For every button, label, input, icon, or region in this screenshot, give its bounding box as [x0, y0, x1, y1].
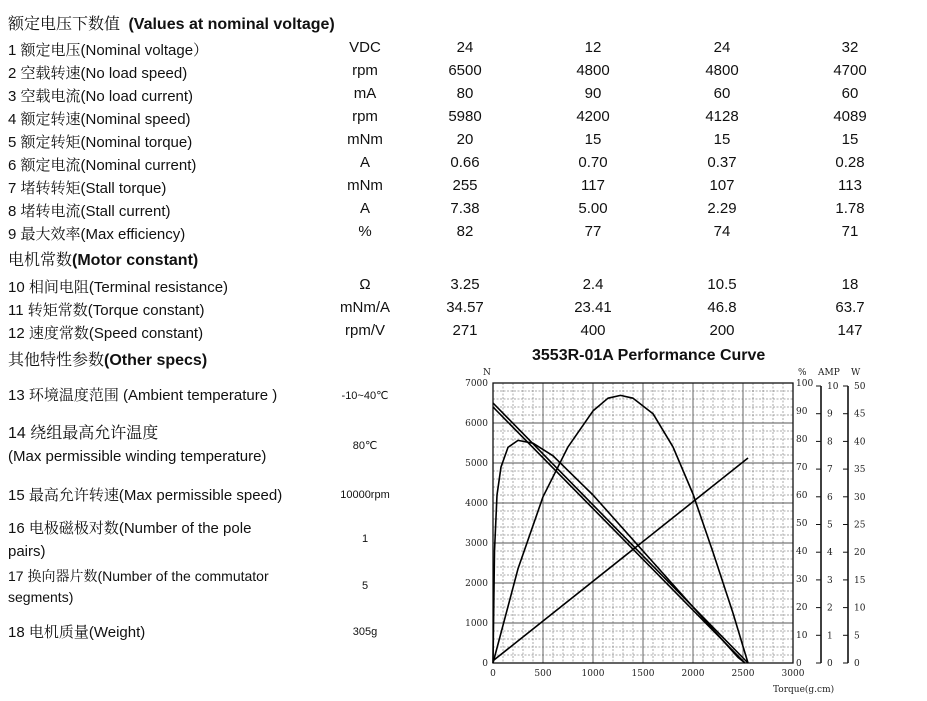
spec-winding-value: 80℃ [352, 440, 378, 452]
pct-tick-label: 50 [796, 519, 808, 529]
spec-ambient-label: 13 环境温度范围 (Ambient temperature ) [8, 387, 278, 404]
watt-tick-label: 20 [854, 548, 866, 559]
amp-tick-label: 6 [827, 492, 833, 503]
row-value-1: 6500 [448, 62, 482, 79]
row-value-1: 20 [456, 131, 474, 148]
table-row [0, 276, 927, 298]
spec-weight-value: 305g [352, 626, 378, 638]
row-value-4: 63.7 [835, 299, 865, 316]
row-value-3: 46.8 [707, 299, 737, 316]
section-title-motor-constant [8, 247, 198, 270]
amp-axis-unit: AMP [818, 368, 840, 378]
watt-tick-label: 45 [854, 409, 866, 420]
efficiency-curve [493, 440, 745, 663]
section-title-other-en: (Other specs) [104, 352, 208, 369]
row-value-2: 0.70 [578, 154, 608, 171]
row-value-3: 200 [709, 322, 735, 339]
row-value-3: 2.29 [707, 200, 737, 217]
x-tick-label: 500 [534, 669, 552, 679]
current-curve [493, 458, 748, 661]
row-value-1: 24 [456, 39, 474, 56]
row-value-4: 0.28 [835, 154, 865, 171]
watt-tick-label: 0 [854, 659, 860, 669]
amp-tick-label: 8 [827, 437, 833, 448]
row-label: 1 额定电压(Nominal voltage） [8, 42, 209, 59]
spec-commutator-label-1: 17 换向器片数(Number of the commutator [8, 568, 269, 584]
section-title-motor-constant-cn: 电机常数 [8, 252, 73, 269]
row-value-2: 77 [584, 223, 602, 240]
amp-tick-label: 2 [827, 603, 833, 614]
x-tick-label: 2000 [681, 669, 705, 679]
x-tick-label: 0 [490, 669, 496, 679]
row-value-3: 15 [713, 131, 731, 148]
row-label: 10 相间电阻(Terminal resistance) [8, 279, 229, 296]
row-value-4: 18 [841, 276, 859, 293]
pct-tick-label: 20 [796, 603, 808, 613]
x-tick-label: 1000 [581, 669, 605, 679]
pct-tick-label: 40 [796, 547, 808, 557]
row-unit: Ω [359, 276, 371, 293]
table-row-nominal-voltage [0, 39, 927, 61]
row-label: 11 转矩常数(Torque constant) [8, 302, 205, 319]
row-value-1: 82 [456, 223, 474, 240]
pct-axis-unit: % [798, 368, 807, 378]
section-title-other-cn: 其他特性参数 [8, 352, 105, 369]
amp-tick-label: 7 [827, 465, 833, 476]
table-row [0, 108, 927, 130]
left-tick-label: 5000 [465, 459, 488, 469]
spec-commutator-value: 5 [361, 580, 369, 592]
section-title-nominal-en: (Values at nominal voltage) [128, 16, 335, 33]
pct-tick-label: 70 [796, 463, 808, 473]
table-row [0, 223, 927, 245]
row-value-3: 107 [709, 177, 735, 194]
row-value-2: 117 [581, 177, 605, 194]
left-tick-label: 0 [482, 659, 488, 669]
table-row [0, 131, 927, 153]
section-title-nominal-cn: 额定电压下数值 [8, 16, 121, 33]
row-value-1: 34.57 [446, 299, 484, 316]
row-value-1: 3.25 [450, 276, 480, 293]
row-value-1: 255 [452, 177, 478, 194]
row-label: 5 额定转矩(Nominal torque) [8, 134, 193, 151]
pct-tick-label: 10 [796, 631, 808, 641]
row-unit: % [358, 223, 372, 240]
pct-tick-label: 30 [796, 575, 808, 585]
watt-tick-label: 50 [854, 382, 866, 392]
row-label: 9 最大效率(Max efficiency) [8, 226, 186, 243]
row-value-1: 271 [452, 322, 478, 339]
row-value-4: 4700 [833, 62, 867, 79]
table-row [0, 200, 927, 222]
row-value-2: 12 [584, 39, 602, 56]
pct-tick-label: 60 [796, 491, 808, 501]
row-value-1: 7.38 [450, 200, 480, 217]
row-unit: A [359, 200, 370, 217]
watt-tick-label: 30 [854, 492, 866, 503]
pct-tick-label: 0 [796, 659, 802, 669]
row-value-2: 400 [580, 322, 606, 339]
x-tick-label: 2500 [731, 669, 755, 679]
section-title-other [8, 347, 207, 370]
table-row [0, 62, 927, 84]
row-value-2: 2.4 [582, 276, 604, 293]
amp-tick-label: 9 [827, 409, 833, 420]
left-tick-label: 7000 [465, 379, 488, 389]
table-row [0, 322, 927, 344]
row-value-3: 10.5 [707, 276, 737, 293]
x-tick-label: 1500 [631, 669, 655, 679]
row-value-2: 4800 [576, 62, 610, 79]
left-tick-label: 2000 [465, 579, 488, 589]
table-row [0, 154, 927, 176]
pct-tick-label: 80 [796, 435, 808, 445]
table-row [0, 177, 927, 199]
row-label: 2 空载转速(No load speed) [8, 65, 188, 82]
row-value-4: 60 [841, 85, 859, 102]
row-value-4: 4089 [833, 108, 867, 125]
amp-tick-label: 3 [827, 575, 833, 586]
row-unit: A [359, 154, 370, 171]
row-unit: mNm/A [340, 299, 390, 316]
row-unit: mNm [347, 177, 383, 194]
spec-pole-label-1: 16 电极磁极对数(Number of the pole [8, 520, 252, 537]
row-value-3: 24 [713, 39, 731, 56]
row-value-3: 0.37 [707, 154, 737, 171]
row-value-1: 0.66 [450, 154, 480, 171]
pct-tick-label: 90 [796, 407, 808, 417]
spec-winding-label-en: (Max permissible winding temperature) [8, 448, 267, 465]
watt-axis-unit: W [851, 368, 861, 378]
spec-pole-value: 1 [361, 533, 369, 545]
row-label: 8 堵转电流(Stall current) [8, 203, 171, 220]
row-label: 6 额定电流(Nominal current) [8, 157, 197, 174]
spec-weight-label: 18 电机质量(Weight) [8, 624, 146, 641]
watt-tick-label: 40 [854, 437, 866, 448]
row-value-4: 71 [841, 223, 859, 240]
x-tick-label: 3000 [781, 669, 805, 679]
row-unit: rpm/V [344, 322, 385, 339]
left-axis-unit: N [483, 368, 491, 378]
watt-tick-label: 5 [854, 631, 860, 642]
watt-tick-label: 15 [854, 575, 866, 586]
spec-max-speed-label: 15 最高允许转速(Max permissible speed) [8, 487, 283, 504]
spec-winding-label-cn: 14 绕组最高允许温度 [8, 425, 159, 442]
chart-grid [493, 383, 793, 663]
row-value-4: 15 [841, 131, 859, 148]
amp-tick-label: 4 [827, 548, 833, 559]
performance-curve-chart [460, 365, 900, 701]
row-value-3: 4128 [705, 108, 739, 125]
table-row [0, 85, 927, 107]
row-value-2: 5.00 [578, 200, 608, 217]
left-tick-label: 3000 [465, 539, 488, 549]
row-unit: rpm [352, 62, 378, 79]
row-value-4: 32 [841, 39, 859, 56]
watt-tick-label: 10 [854, 603, 866, 614]
left-tick-label: 4000 [465, 499, 488, 509]
spec-ambient-value: -10~40℃ [341, 390, 389, 402]
row-value-1: 5980 [448, 108, 482, 125]
row-label: 3 空载电流(No load current) [8, 88, 194, 105]
row-value-3: 4800 [705, 62, 739, 79]
row-label: 4 额定转速(Nominal speed) [8, 111, 191, 128]
row-value-2: 90 [584, 85, 602, 102]
left-tick-label: 6000 [465, 419, 488, 429]
pct-tick-label: 100 [796, 379, 814, 389]
row-value-3: 60 [713, 85, 731, 102]
row-value-2: 23.41 [574, 299, 612, 316]
spec-max-speed-value: 10000rpm [340, 489, 390, 501]
row-label: 12 速度常数(Speed constant) [8, 325, 204, 342]
row-value-4: 1.78 [835, 200, 865, 217]
amp-tick-label: 1 [827, 631, 833, 642]
amp-tick-label: 0 [827, 659, 833, 669]
section-title-nominal [8, 11, 335, 34]
row-unit: mA [353, 85, 377, 102]
amp-tick-label: 5 [827, 520, 833, 531]
amp-tick-label: 10 [827, 382, 839, 392]
watt-tick-label: 25 [854, 520, 866, 531]
row-value-3: 74 [713, 223, 731, 240]
x-axis-label: Torque(g.cm) [773, 685, 835, 695]
row-value-2: 15 [584, 131, 602, 148]
table-row [0, 299, 927, 321]
row-unit: VDC [349, 39, 381, 56]
row-value-1: 80 [456, 85, 474, 102]
row-value-4: 113 [838, 177, 862, 194]
row-unit: mNm [347, 131, 383, 148]
left-tick-label: 1000 [465, 619, 488, 629]
row-label: 7 堵转转矩(Stall torque) [8, 180, 167, 197]
spec-commutator-label-2: segments) [8, 589, 74, 605]
row-value-4: 147 [837, 322, 863, 339]
row-unit: rpm [352, 108, 378, 125]
row-value-2: 4200 [576, 108, 610, 125]
section-title-motor-constant-en: (Motor constant) [72, 252, 199, 269]
chart-title: 3553R-01A Performance Curve [532, 347, 766, 364]
spec-pole-label-2: pairs) [8, 543, 46, 560]
watt-tick-label: 35 [854, 465, 866, 476]
